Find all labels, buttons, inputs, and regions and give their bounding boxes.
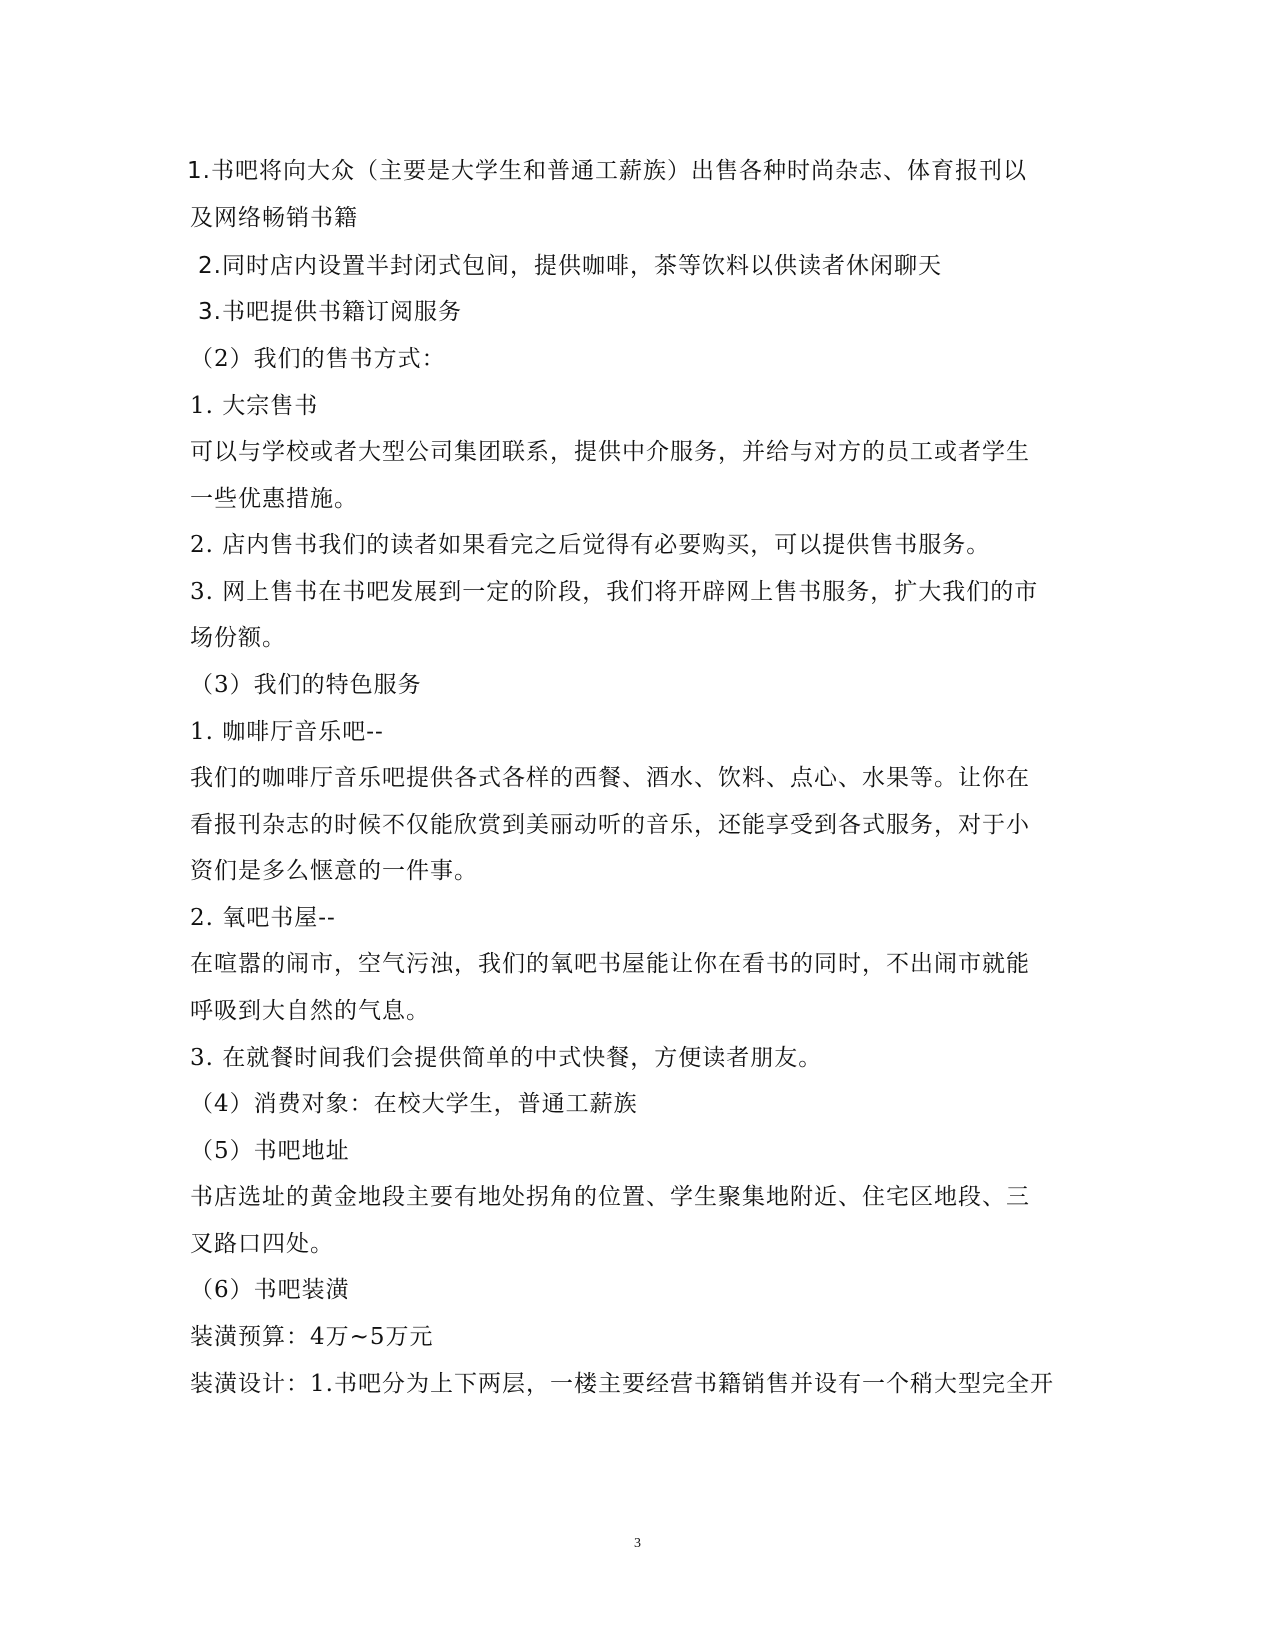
text-line: 装潢预算：4万~5万元 <box>190 1324 434 1350</box>
text-line: 1.书吧将向大众（主要是大学生和普通工薪族）出售各种时尚杂志、体育报刊以 <box>187 158 1027 184</box>
text-line: 2.同时店内设置半封闭式包间，提供咖啡，茶等饮料以供读者休闲聊天 <box>198 253 942 279</box>
text-line: 3.书吧提供书籍订阅服务 <box>198 299 462 325</box>
text-line: 3. 在就餐时间我们会提供简单的中式快餐，方便读者朋友。 <box>190 1045 823 1071</box>
text-line: 装潢设计：1.书吧分为上下两层，一楼主要经营书籍销售并设有一个稍大型完全开 <box>190 1371 1054 1397</box>
section-heading: （6）书吧装潢 <box>190 1277 350 1303</box>
text-line: 资们是多么惬意的一件事。 <box>190 858 478 884</box>
text-line: 看报刊杂志的时候不仅能欣赏到美丽动听的音乐，还能享受到各式服务，对于小 <box>190 812 1030 838</box>
text-line: 3. 网上售书在书吧发展到一定的阶段，我们将开辟网上售书服务，扩大我们的市 <box>190 579 1039 605</box>
text-line: 场份额。 <box>190 625 286 651</box>
text-line: 1. 大宗售书 <box>190 393 319 419</box>
section-heading: （4）消费对象：在校大学生，普通工薪族 <box>190 1091 638 1117</box>
text-line: 书店选址的黄金地段主要有地处拐角的位置、学生聚集地附近、住宅区地段、三 <box>190 1184 1030 1210</box>
section-heading: （3）我们的特色服务 <box>190 672 422 698</box>
text-line: 我们的咖啡厅音乐吧提供各式各样的西餐、酒水、饮料、点心、水果等。让你在 <box>190 765 1030 791</box>
text-line: 呼吸到大自然的气息。 <box>190 998 430 1024</box>
page-number: 3 <box>634 1536 641 1551</box>
text-line: 叉路口四处。 <box>190 1231 334 1257</box>
section-heading: （5）书吧地址 <box>190 1138 350 1164</box>
text-line: 可以与学校或者大型公司集团联系，提供中介服务，并给与对方的员工或者学生 <box>190 439 1030 465</box>
text-line: 2. 氧吧书屋-- <box>190 905 336 931</box>
text-line: 1. 咖啡厅音乐吧-- <box>190 719 384 745</box>
text-line: 及网络畅销书籍 <box>190 205 358 231</box>
text-line: 在喧嚣的闹市，空气污浊，我们的氧吧书屋能让你在看书的同时，不出闹市就能 <box>190 951 1030 977</box>
text-line: 一些优惠措施。 <box>190 486 358 512</box>
section-heading: （2）我们的售书方式： <box>190 346 446 372</box>
text-line: 2. 店内售书我们的读者如果看完之后觉得有必要购买，可以提供售书服务。 <box>190 532 991 558</box>
